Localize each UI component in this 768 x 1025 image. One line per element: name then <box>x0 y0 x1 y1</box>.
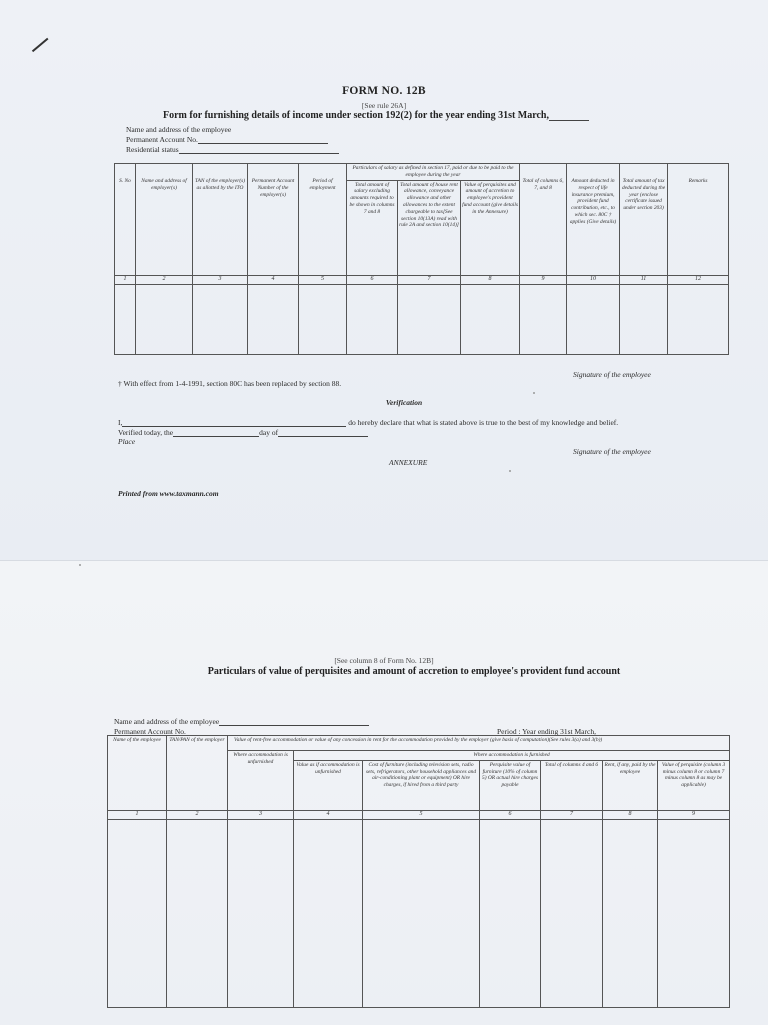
col-remarks: Remarks <box>668 164 729 276</box>
ann-col-number: 6 <box>480 810 541 819</box>
col-number: 8 <box>461 275 520 284</box>
employee-name-field <box>126 125 231 134</box>
col-number: 5 <box>299 275 347 284</box>
form-heading-text: Form for furnishing details of income under section 192(2) for the year ending 31st March, <box>163 110 549 121</box>
ann-col-employee-name: Name of the employee <box>108 736 167 811</box>
pan-field <box>126 135 328 144</box>
col-sno: S. No <box>115 164 136 276</box>
col-number: 11 <box>620 275 668 284</box>
annexure-label: ANNEXURE <box>389 458 428 467</box>
form-title: FORM NO. 12B <box>342 85 426 97</box>
ann-col-unfurnished: Where accommodation is unfurnished <box>228 751 294 811</box>
ann-col-number: 5 <box>363 810 480 819</box>
ann-col-total: Total of columns 4 and 6 <box>541 760 603 810</box>
ann-col-number: 9 <box>658 810 730 819</box>
col-tan: TAN of the employer(s) as allotted by the ITO <box>193 164 248 276</box>
annexure-see: [See column 8 of Form No. 12B] <box>334 656 434 665</box>
perquisite-table <box>107 735 730 1008</box>
col-perquisites: Value of perquisites and amount of accretion to employee's provident fund account (give details in the Annexure) <box>461 180 520 275</box>
col-number: 10 <box>567 275 620 284</box>
ann-col-perquisite-furniture: Perquisite value of furniture (10% of column 5) OR actual hire charges payable <box>480 760 541 810</box>
place-label: Place <box>118 437 136 446</box>
ann-col-value-perquisite: Value of perquisite (column 3 minus column 8 or column 7 minus column 8 as may be applicable) <box>658 760 730 810</box>
ann-group-header: Value of rent-free accommodation or value of any concession in rent for the accommodation provided by the employer (give basis of computation)(See rules 3(a) and 3(b)) <box>228 736 730 751</box>
day-of-label: day of <box>259 428 279 437</box>
verified-day-blank[interactable] <box>173 436 259 437</box>
annexure-period-label: Period : Year ending 31st March, <box>497 727 596 736</box>
signature-employee-2: Signature of the employee <box>573 447 651 456</box>
annexure-name-field <box>114 717 369 726</box>
annexure-page <box>0 560 768 1025</box>
ann-col-number: 8 <box>603 810 658 819</box>
col-number: 7 <box>398 275 461 284</box>
salary-entry-row[interactable] <box>115 284 729 354</box>
pan-label: Permanent Account No. <box>126 135 198 144</box>
ann-col-rent: Rent, if any, paid by the employee <box>603 760 658 810</box>
form-heading <box>163 110 589 121</box>
verified-month-blank[interactable] <box>278 436 368 437</box>
col-number: 9 <box>520 275 567 284</box>
residential-label: Residential status <box>126 145 179 154</box>
col-employer-name: Name and address of employer(s) <box>136 164 193 276</box>
col-tax-deducted: Total amount of tax deducted during the year (enclose certificate issued under section 203) <box>620 164 668 276</box>
footnote: † With effect from 1-4-1991, section 80C has been replaced by section 88. <box>118 379 342 388</box>
salary-group-header: Particulars of salary as defined in section 17, paid or due to be paid to the employee during the year <box>347 164 520 181</box>
col-number: 6 <box>347 275 398 284</box>
salary-table <box>114 163 729 355</box>
pan-blank[interactable] <box>198 143 328 144</box>
col-pan: Permanent Account Number of the employer(s) <box>248 164 299 276</box>
employee-name-label: Name and address of the employee <box>126 125 232 134</box>
speck <box>79 564 81 566</box>
ann-col-number: 1 <box>108 810 167 819</box>
ann-col-value-unfurnished: Value as if accommodation is unfurnished <box>294 760 363 810</box>
speck <box>509 470 511 472</box>
ann-sub-group-furnished: Where accommodation is furnished <box>294 751 730 761</box>
col-number: 2 <box>136 275 193 284</box>
verified-today-label: Verified today, the <box>118 428 174 437</box>
ann-col-number: 4 <box>294 810 363 819</box>
col-number: 4 <box>248 275 299 284</box>
col-period: Period of employment <box>299 164 347 276</box>
verification-declaration <box>118 418 618 427</box>
speck <box>533 392 535 394</box>
col-number: 1 <box>115 275 136 284</box>
col-number: 12 <box>668 275 729 284</box>
annexure-name-label: Name and address of the employee <box>114 717 220 726</box>
col-hra: Total amount of house rent allowance, conveyance allowance and other allowances to the extent chargeable to tax[See section 10(13A) read with rule 2A and section 10(14)] <box>398 180 461 275</box>
col-deduction-80c: Amount deducted in respect of life insurance premium, provident fund contribution, etc., to which sec. 80C † applies (Give details) <box>567 164 620 276</box>
ann-col-number: 2 <box>167 810 228 819</box>
annexure-pan-label: Permanent Account No. <box>114 727 186 736</box>
verify-declare-text: do hereby declare that what is stated above is true to the best of my knowledge and belief. <box>348 418 619 427</box>
col-salary: Total amount of salary excluding amounts required to be shown in columns 7 and 8 <box>347 180 398 275</box>
signature-employee-1: Signature of the employee <box>573 370 651 379</box>
ann-col-number: 3 <box>228 810 294 819</box>
verify-i-label: I, <box>118 418 123 427</box>
col-total-6-7-8: Total of columns 6, 7, and 8 <box>520 164 567 276</box>
form-rule: [See rule 26A] <box>361 101 407 110</box>
printed-from: Printed from www.taxmann.com <box>118 489 219 498</box>
ann-col-cost-furniture: Cost of furniture (including television sets, radio sets, refrigerators, other household appliances and air-conditioning plant or equipment) OR hire charges, if hired from a third party <box>363 760 480 810</box>
verification-title: Verification <box>385 398 423 407</box>
perquisite-entry-row[interactable] <box>108 819 730 1007</box>
verified-date-line <box>118 428 368 437</box>
pen-mark <box>32 38 48 52</box>
annexure-name-blank[interactable] <box>219 725 369 726</box>
ann-col-number: 7 <box>541 810 603 819</box>
residential-blank[interactable] <box>179 153 339 154</box>
year-blank[interactable] <box>549 120 589 121</box>
ann-col-tan-pan: TAN/PAN of the employer <box>167 736 228 811</box>
residential-field <box>126 145 339 154</box>
annexure-title: Particulars of value of perquisites and amount of accretion to employee's provident fund account <box>207 666 621 677</box>
col-number: 3 <box>193 275 248 284</box>
verifier-name-blank[interactable] <box>122 426 346 427</box>
